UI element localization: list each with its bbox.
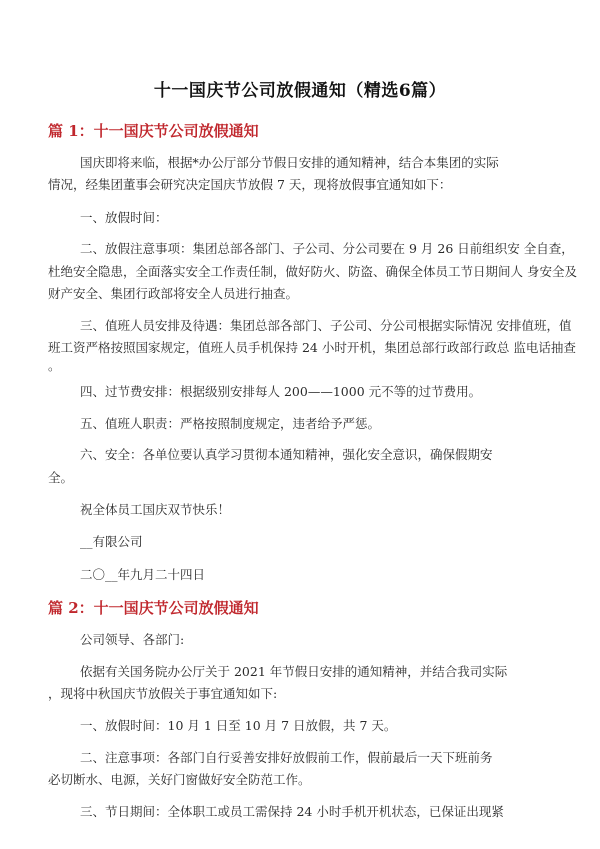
paragraph-line: 财产安全、集团行政部将安全人员进行抽查。 <box>48 286 299 301</box>
paragraph-line: 。 <box>48 358 61 373</box>
section-1-heading: 篇 1：十一国庆节公司放假通知 <box>48 122 259 140</box>
paragraph-line: 六、安全：各单位要认真学习贯彻本通知精神，强化安全意识，确保假期安 <box>80 447 493 462</box>
paragraph-line: 必切断水、电源，关好门窗做好安全防范工作。 <box>48 772 311 787</box>
section-2-heading: 篇 2：十一国庆节公司放假通知 <box>48 599 259 617</box>
paragraph-line: 情况，经集团董事会研究决定国庆节放假 7 天，现将放假事宜通知如下： <box>48 177 452 192</box>
paragraph-line: 一、放假时间： <box>80 210 168 225</box>
paragraph-line: 一、放假时间：10 月 1 日至 10 月 7 日放假，共 7 天。 <box>80 718 397 733</box>
paragraph-line: 三、节日期间：全体职工或员工需保持 24 小时手机开机状态，已保证出现紧 <box>80 804 504 819</box>
paragraph-line: 国庆即将来临，根据*办公厅部分节假日安排的通知精神，结合本集团的实际 <box>80 155 499 170</box>
document-title: 十一国庆节公司放假通知（精选6篇） <box>153 81 447 101</box>
company-signature: __有限公司 <box>80 534 143 549</box>
paragraph-line: 全。 <box>48 470 74 485</box>
paragraph-line: 五、值班人职责：严格按照制度规定，违者给予严惩。 <box>80 416 381 431</box>
paragraph-line: 二、注意事项：各部门自行妥善安排好放假前工作，假前最后一天下班前务 <box>80 750 493 765</box>
paragraph-line: 二、放假注意事项：集团总部各部门、子公司、分公司要在 9 月 26 日前组织安 全自查， <box>80 241 574 256</box>
paragraph-line: 三、值班人员安排及待遇：集团总部各部门、子公司、分公司根据实际情况 安排值班，值 <box>80 318 572 333</box>
paragraph-line: 杜绝安全隐患，全面落实安全工作责任制，做好防火、防盗、确保全体员工节日期间人 身安全及 <box>48 264 577 279</box>
paragraph-line: 公司领导、各部门: <box>80 632 185 647</box>
paragraph-line: 依据有关国务院办公厅关于 2021 年节假日安排的通知精神，并结合我司实际 <box>80 664 508 679</box>
closing-greeting: 祝全体员工国庆双节快乐！ <box>80 502 231 517</box>
paragraph-line: 班工资严格按照国家规定，值班人员手机保持 24 小时开机，集团总部行政部行政总 监电话抽查 <box>48 340 576 355</box>
document-date: 二〇__年九月二十四日 <box>80 567 206 582</box>
paragraph-line: ，现将中秋国庆节放假关于事宜通知如下: <box>48 686 278 701</box>
paragraph-line: 四、过节费安排：根据级别安排每人 200——1000 元不等的过节费用。 <box>80 384 482 399</box>
